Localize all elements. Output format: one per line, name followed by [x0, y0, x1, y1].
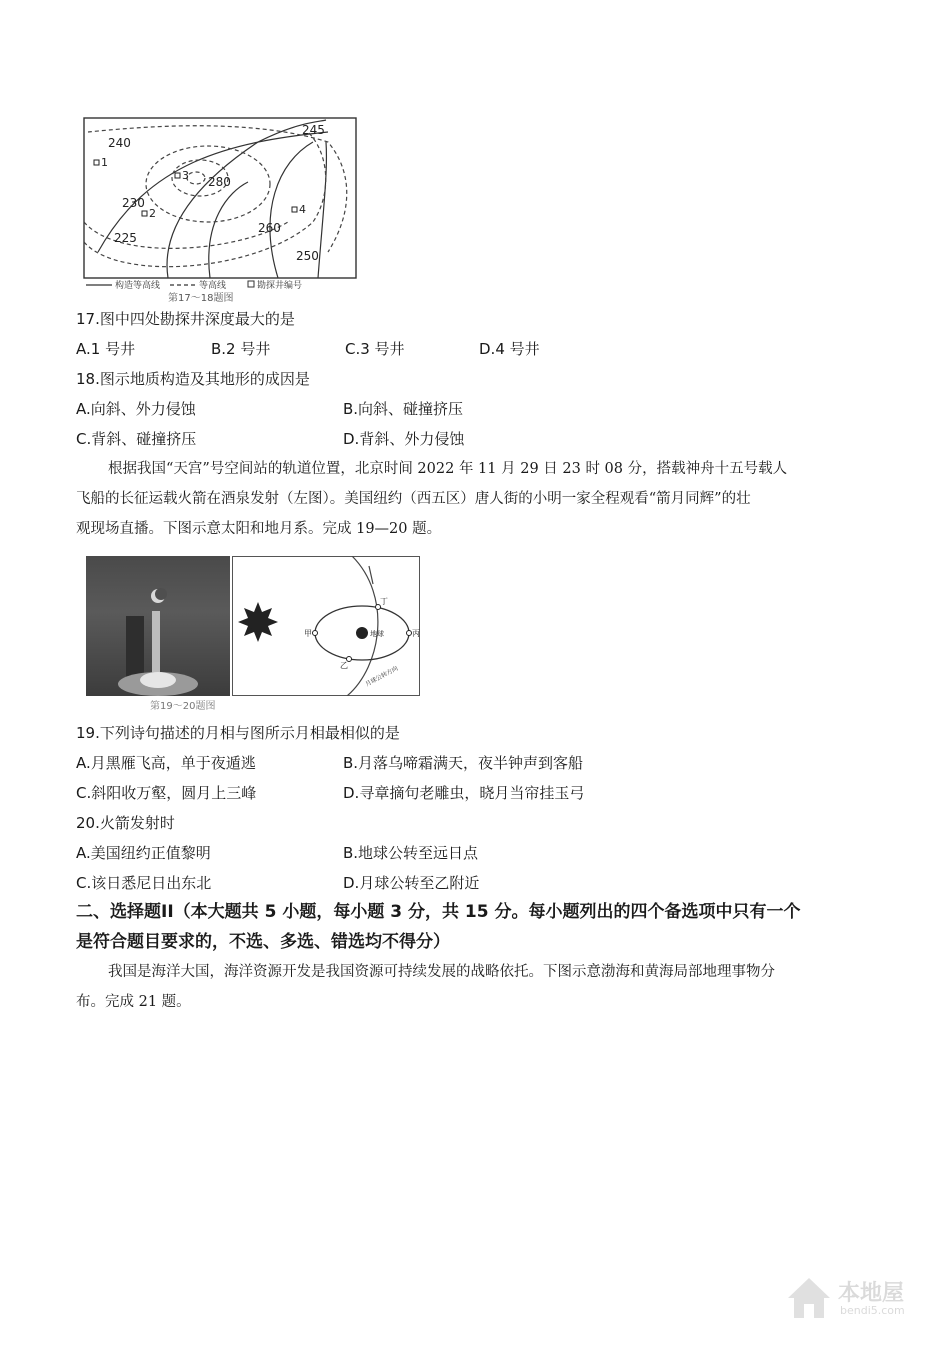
label-yi: 乙: [340, 661, 348, 670]
question-20-stem: 20.火箭发射时: [76, 814, 175, 832]
svg-text:勘探井编号: 勘探井编号: [257, 281, 303, 291]
house-logo-icon: [786, 1276, 832, 1320]
q18-option-a: A.向斜、外力侵蚀: [76, 400, 196, 418]
q19-option-a: A.月黑雁飞高，单于夜遁逃: [76, 754, 256, 772]
well-label: 1: [101, 156, 108, 169]
sun-icon: [238, 602, 278, 642]
well-label: 4: [299, 203, 306, 216]
question-19-stem: 19.下列诗句描述的月相与图所示月相最相似的是: [76, 724, 400, 742]
watermark: [786, 1274, 936, 1324]
contour-map-figure: [78, 102, 368, 302]
question-17-stem: 17.图中四处勘探井深度最大的是: [76, 310, 295, 328]
svg-text:地球: 地球: [370, 630, 384, 638]
well-label: 2: [149, 207, 156, 220]
q20-option-a: A.美国纽约正值黎明: [76, 844, 211, 862]
q17-option-d: D.4 号井: [479, 340, 540, 358]
label-jia: 甲: [304, 629, 312, 638]
q20-option-c: C.该日悉尼日出东北: [76, 874, 212, 892]
svg-text:等高线: 等高线: [199, 281, 227, 291]
q20-option-b: B.地球公转至远日点: [343, 844, 479, 862]
contour-label: 225: [114, 231, 137, 245]
svg-text:构造等高线: 构造等高线: [115, 281, 161, 291]
q17-option-c: C.3 号井: [345, 340, 405, 358]
section-2-heading-line-1: 二、选择题II（本大题共 5 小题，每小题 3 分，共 15 分。每小题列出的四个备选项中只有一个: [76, 902, 801, 922]
moon-direction-label: 月球公转方向: [364, 665, 400, 689]
label-bing: 丙: [412, 629, 420, 638]
earth-icon: [356, 627, 368, 639]
figure-caption: 第17～18题图: [168, 293, 234, 302]
contour-label: 245: [302, 123, 325, 137]
contour-label: 280: [208, 175, 231, 189]
q18-option-c: C.背斜、碰撞挤压: [76, 430, 197, 448]
passage-1-line-1: 根据我国“天宫”号空间站的轨道位置，北京时间 2022 年 11 月 29 日 23 时 08 分，搭载神舟十五号载人: [108, 461, 788, 477]
section-2-heading-line-2: 是符合题目要求的，不选、多选、错选均不得分）: [76, 932, 450, 952]
rocket-launch-photo: [86, 556, 230, 696]
contour-label: 250: [296, 249, 319, 263]
q17-option-a: A.1 号井: [76, 340, 136, 358]
passage-1-line-2: 飞船的长征运载火箭在酒泉发射（左图）。美国纽约（西五区）唐人街的小明一家全程观看“箭月同辉”的壮: [76, 491, 751, 507]
passage-2-line-1: 我国是海洋大国，海洋资源开发是我国资源可持续发展的战略依托。下图示意渤海和黄海局部地理事物分: [108, 964, 775, 980]
q18-option-b: B.向斜、碰撞挤压: [343, 400, 464, 418]
well-label: 3: [182, 169, 189, 182]
map-legend: [86, 279, 302, 291]
figure-2-caption: 第19～20题图: [150, 701, 216, 712]
contour-label: 230: [122, 196, 145, 210]
q18-option-d: D.背斜、外力侵蚀: [343, 430, 465, 448]
rocket-icon: [152, 611, 160, 681]
label-ding: 丁: [380, 597, 388, 606]
q17-option-b: B.2 号井: [211, 340, 271, 358]
q19-option-c: C.斜阳收万壑，圆月上三峰: [76, 784, 257, 802]
watermark-name: 本地屋: [838, 1281, 905, 1306]
passage-1-line-3: 观现场直播。下图示意太阳和地月系。完成 19—20 题。: [76, 521, 442, 537]
q20-option-d: D.月球公转至乙附近: [343, 874, 480, 892]
passage-2-line-2: 布。完成 21 题。: [76, 994, 191, 1010]
sun-earth-moon-diagram: [232, 556, 420, 696]
watermark-url: bendi5.com: [840, 1304, 905, 1317]
contour-label: 240: [108, 136, 131, 150]
q19-option-d: D.寻章摘句老雕虫，晓月当帘挂玉弓: [343, 784, 585, 802]
q19-option-b: B.月落乌啼霜满天，夜半钟声到客船: [343, 754, 584, 772]
contour-label: 260: [258, 221, 281, 235]
question-18-stem: 18.图示地质构造及其地形的成因是: [76, 370, 310, 388]
